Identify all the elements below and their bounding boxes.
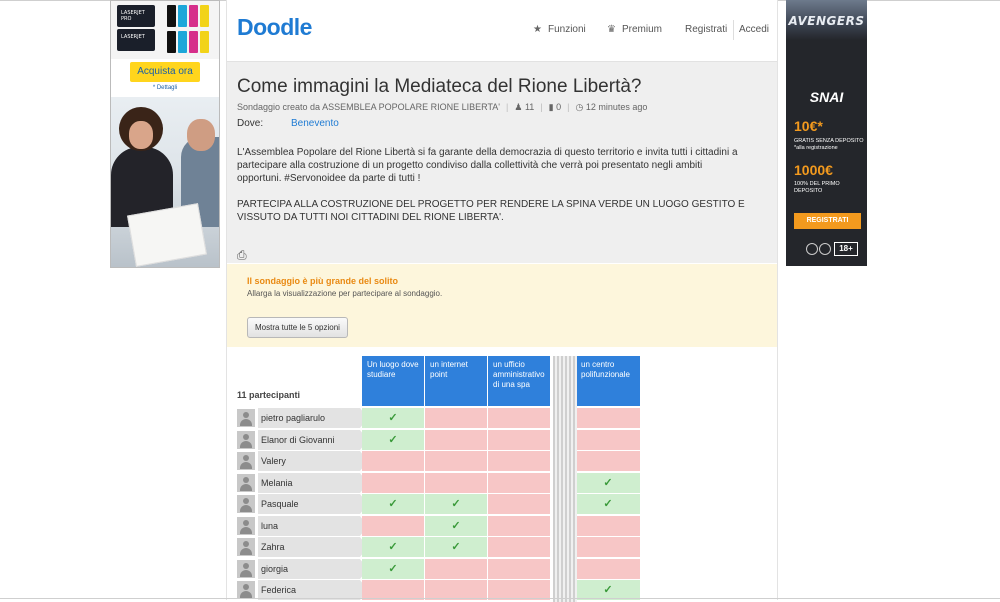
vote-yes-cell [576, 580, 640, 600]
bottom-border [0, 598, 1000, 599]
vote-yes-cell [425, 516, 487, 536]
advertisement-right[interactable] [786, 0, 867, 266]
checkmark-icon: ✓ [388, 541, 398, 553]
banner-title: AVENGERS [788, 14, 865, 28]
vote-no-cell [488, 408, 550, 428]
checkmark-icon: ✓ [388, 433, 398, 446]
large-poll-notice [227, 264, 777, 347]
vote-no-cell [362, 580, 424, 600]
checkmark-icon: ✓ [451, 541, 461, 553]
vote-no-cell [576, 451, 640, 471]
advertisement-left[interactable] [110, 0, 220, 268]
poll-meta: Sondaggio creato da ASSEMBLEA POPOLARE RIONE LIBERTA' | ♟ 11 | ▮ 0 | ◷ 12 minutes ago [237, 102, 648, 112]
vote-yes-cell [425, 494, 487, 514]
printer-image [117, 29, 155, 51]
vote-no-cell [425, 451, 487, 471]
vote-no-cell [488, 494, 550, 514]
nav-register[interactable]: Registrati [685, 24, 728, 35]
avatar [237, 452, 255, 470]
vote-yes-cell [576, 494, 640, 514]
vote-yes-cell [576, 473, 640, 493]
vote-yes-cell [362, 408, 424, 428]
checkmark-icon: ✓ [388, 412, 398, 424]
avatar [237, 495, 255, 513]
avatar [237, 474, 255, 492]
nav-premium[interactable] [607, 24, 662, 35]
vote-no-cell [576, 559, 640, 579]
user-icon: ♟ [514, 102, 525, 112]
checkmark-icon: ✓ [388, 562, 398, 575]
vote-no-cell [488, 430, 550, 450]
checkmark-icon: ✓ [603, 498, 613, 510]
comment-icon: ▮ [548, 102, 557, 112]
vote-no-cell [576, 516, 640, 536]
participant-name: luna [258, 516, 360, 536]
crown-icon: ♛ [607, 24, 616, 35]
avatar [237, 409, 255, 427]
printer-label: LASERJET PRO [121, 10, 145, 22]
option-header: un internet point [425, 356, 487, 406]
checkmark-icon: ✓ [603, 476, 613, 489]
poll-creator: Sondaggio creato da ASSEMBLEA POPOLARE RIONE LIBERTA' [237, 102, 501, 112]
toner-cartridge [189, 5, 198, 27]
participant-name: Zahra [258, 537, 360, 557]
offer-description: 100% DEL PRIMO DEPOSITO [794, 181, 840, 194]
vote-no-cell [576, 408, 640, 428]
avatar [237, 538, 255, 556]
checkmark-icon: ✓ [388, 498, 398, 510]
participant-name: Melania [258, 473, 360, 493]
poll-description [237, 146, 747, 237]
printer-image [117, 5, 155, 27]
participant-name: pietro pagliarulo [258, 408, 360, 428]
poll-title: Come immagini la Mediateca del Rione Libertà? [237, 76, 642, 97]
toner-cartridge [178, 5, 187, 27]
participant-name: Valery [258, 451, 360, 471]
poll-time: 12 minutes ago [585, 102, 648, 112]
notice-text: Allarga la visualizzazione per partecipare al sondaggio. [247, 289, 443, 298]
clock-icon: ◷ [575, 102, 586, 112]
age-restriction-badge: 18+ [834, 242, 858, 256]
printer-products-image [111, 1, 219, 59]
hidden-columns-indicator [553, 356, 577, 602]
nav-divider [733, 20, 734, 40]
vote-yes-cell [425, 537, 487, 557]
vote-no-cell [488, 559, 550, 579]
vote-no-cell [488, 537, 550, 557]
vote-yes-cell [362, 494, 424, 514]
participant-name: giorgia [258, 559, 360, 579]
doodle-logo[interactable]: Doodle [237, 14, 312, 40]
nav-premium-label: Premium [621, 24, 662, 35]
participants-count: 11 [524, 102, 535, 112]
vote-no-cell [362, 473, 424, 493]
participant-name: Federica [258, 580, 360, 600]
notice-heading: Il sondaggio è più grande del solito [247, 276, 399, 286]
photo-paper [127, 203, 207, 267]
avatar [237, 560, 255, 578]
vote-no-cell [488, 516, 550, 536]
vote-no-cell [488, 451, 550, 471]
vote-no-cell [362, 516, 424, 536]
printer-label: LASERJET [121, 34, 145, 40]
vote-no-cell [425, 580, 487, 600]
comments-count[interactable]: 0 [556, 102, 562, 112]
photo-figure [187, 119, 215, 151]
main-panel [226, 0, 778, 600]
offer-description: GRATIS SENZA DEPOSITO *alla registrazione [794, 138, 864, 151]
avatar [237, 431, 255, 449]
photo-figure [129, 121, 153, 149]
checkmark-icon: ✓ [451, 498, 461, 510]
participant-name: Elanor di Giovanni [258, 430, 360, 450]
show-all-options-button[interactable]: Mostra tutte le 5 opzioni [247, 317, 348, 338]
vote-yes-cell [362, 430, 424, 450]
toner-cartridge [189, 31, 198, 53]
vote-yes-cell [362, 537, 424, 557]
offer-amount: 10€* [794, 118, 823, 134]
vote-yes-cell [362, 559, 424, 579]
buy-now-button[interactable]: Acquista ora [130, 62, 200, 82]
toner-cartridge [167, 5, 176, 27]
nav-features[interactable] [533, 24, 586, 35]
register-ad-button[interactable]: REGISTRATI [794, 213, 861, 229]
vote-no-cell [576, 430, 640, 450]
vote-no-cell [425, 408, 487, 428]
nav-features-label: Funzioni [547, 24, 586, 35]
vote-no-cell [576, 537, 640, 557]
vote-no-cell [425, 430, 487, 450]
offer-amount: 1000€ [794, 162, 833, 178]
vote-no-cell [362, 451, 424, 471]
vote-no-cell [425, 559, 487, 579]
nav-login[interactable]: Accedi [739, 24, 770, 35]
certification-icon [806, 243, 818, 255]
office-photo [111, 97, 219, 267]
certification-icon [819, 243, 831, 255]
option-header: Un luogo dove studiare [362, 356, 424, 406]
option-header: un centro polifunzionale [576, 356, 640, 406]
vote-no-cell [488, 580, 550, 600]
star-icon: ★ [533, 24, 542, 35]
brand-logo: SNAI [809, 89, 844, 105]
location-label: Dove: [237, 118, 264, 129]
description-paragraph: PARTECIPA ALLA COSTRUZIONE DEL PROGETTO PER RENDERE LA SPINA VERDE UN LUOGO GESTITO E VISSUTO DA TUTTI NOI CITTADINI DEL RIONE LIBERTA'. [237, 199, 745, 223]
location-link[interactable]: Benevento [291, 118, 339, 129]
vote-no-cell [425, 473, 487, 493]
checkmark-icon: ✓ [603, 584, 613, 596]
toner-cartridge [178, 31, 187, 53]
site-header [227, 0, 777, 62]
checkmark-icon: ✓ [451, 519, 461, 532]
poll-header [227, 62, 777, 263]
toner-cartridge [200, 5, 209, 27]
toner-cartridge [200, 31, 209, 53]
option-header: un ufficio amministrativo di una spa [488, 356, 550, 406]
details-link[interactable]: * Dettagli [152, 85, 178, 91]
avatar [237, 581, 255, 599]
vote-no-cell [488, 473, 550, 493]
description-paragraph: L'Assemblea Popolare del Rione Libertà si fa garante della democrazia di questo territorio e invita tutti i cittadini a partecipare alla costruzione di un progetto condiviso dalla collettività che verrà poi presentato negli ambiti opportuni. #Servonoidee da parte di tutti ! [237, 147, 738, 184]
toner-cartridge [167, 31, 176, 53]
participant-name: Pasquale [258, 494, 360, 514]
avatar [237, 517, 255, 535]
participants-label: 11 partecipanti [237, 390, 301, 400]
print-icon[interactable]: ⎙ [237, 248, 247, 262]
